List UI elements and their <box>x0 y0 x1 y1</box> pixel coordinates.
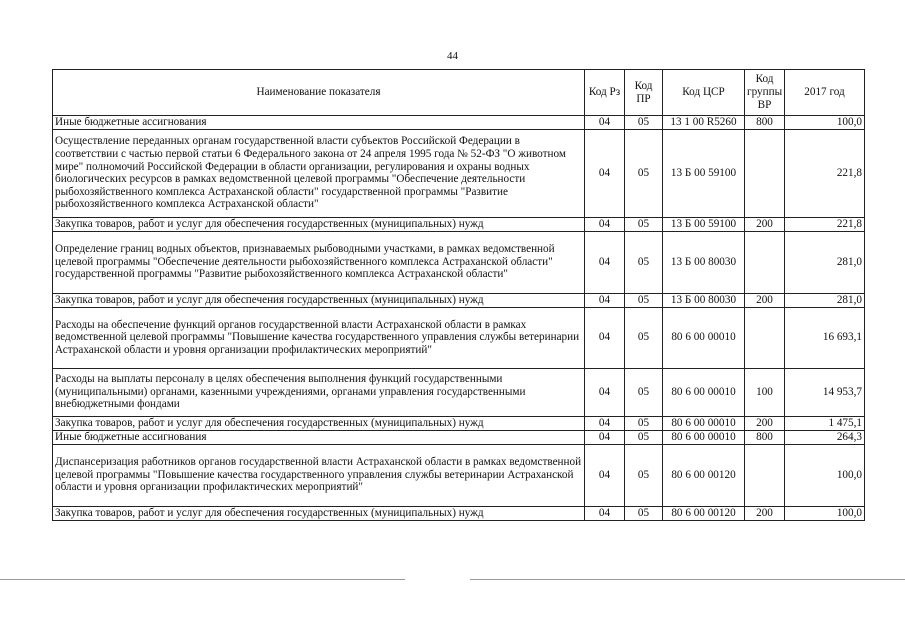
row-name: Закупка товаров, работ и услуг для обеспечения государственных (муниципальных) нужд <box>53 293 585 307</box>
row-vr <box>745 307 785 368</box>
table-row <box>53 506 865 520</box>
row-rz: 04 <box>585 293 625 307</box>
column-header-name: Наименование показателя <box>53 70 585 116</box>
column-header-pr: Код ПР <box>625 70 663 116</box>
row-rz: 04 <box>585 129 625 217</box>
row-pr: 05 <box>625 231 663 293</box>
row-pr: 05 <box>625 217 663 231</box>
row-rz: 04 <box>585 217 625 231</box>
table-row <box>53 293 865 307</box>
row-amount: 100,0 <box>785 116 865 130</box>
table-row <box>53 368 865 416</box>
row-pr: 05 <box>625 430 663 444</box>
row-vr: 100 <box>745 368 785 416</box>
row-amount: 1 475,1 <box>785 416 865 430</box>
row-amount: 100,0 <box>785 506 865 520</box>
row-pr: 05 <box>625 444 663 506</box>
row-rz: 04 <box>585 368 625 416</box>
row-rz: 04 <box>585 307 625 368</box>
row-rz: 04 <box>585 444 625 506</box>
row-name: Закупка товаров, работ и услуг для обеспечения государственных (муниципальных) нужд <box>53 416 585 430</box>
row-csr: 80 6 00 00120 <box>663 506 745 520</box>
row-csr: 13 Б 00 59100 <box>663 129 745 217</box>
row-amount: 281,0 <box>785 231 865 293</box>
table-header-row <box>53 70 865 116</box>
table-row <box>53 416 865 430</box>
row-vr: 800 <box>745 430 785 444</box>
row-amount: 264,3 <box>785 430 865 444</box>
row-name: Иные бюджетные ассигнования <box>53 116 585 130</box>
row-vr <box>745 129 785 217</box>
row-vr: 800 <box>745 116 785 130</box>
row-name: Осуществление переданных органам государственной власти субъектов Российской Федерации в соответствии с частью первой статьи 6 Федерального закона от 24 апреля 1995 года № 52-ФЗ "О животном мире" полномочий Российской Федерации в области организации, регулирования и охраны водных биологических ресурсов в рамках ведомственной целевой программы "Обеспечение деятельности рыбохозяйственного комплекса Астраханской области" государственной программы "Развитие рыбохозяйственного комплекса Астраханской области" <box>53 129 585 217</box>
row-rz: 04 <box>585 506 625 520</box>
table-row <box>53 129 865 217</box>
table-row <box>53 307 865 368</box>
footer-divider-left <box>0 579 405 580</box>
row-csr: 13 1 00 R5260 <box>663 116 745 130</box>
row-name: Расходы на выплаты персоналу в целях обеспечения выполнения функций государственными (муниципальными) органами, казенными учреждениями, органами управления государственными внебюджетными фондами <box>53 368 585 416</box>
row-csr: 80 6 00 00120 <box>663 444 745 506</box>
row-vr <box>745 231 785 293</box>
row-vr: 200 <box>745 217 785 231</box>
row-pr: 05 <box>625 416 663 430</box>
row-rz: 04 <box>585 416 625 430</box>
row-amount: 221,8 <box>785 129 865 217</box>
footer-divider-right <box>470 579 905 580</box>
row-amount: 100,0 <box>785 444 865 506</box>
row-pr: 05 <box>625 129 663 217</box>
row-csr: 13 Б 00 59100 <box>663 217 745 231</box>
row-csr: 80 6 00 00010 <box>663 368 745 416</box>
row-vr <box>745 444 785 506</box>
table-row <box>53 116 865 130</box>
table-row <box>53 217 865 231</box>
row-name: Диспансеризация работников органов государственной власти Астраханской области в рамках ведомственной целевой программы "Повышение качества государственного управления службы ветеринарии Астраханской области и уровня организации профилактических мероприятий" <box>53 444 585 506</box>
row-pr: 05 <box>625 293 663 307</box>
column-header-vr: Код группы ВР <box>745 70 785 116</box>
row-pr: 05 <box>625 307 663 368</box>
row-name: Определение границ водных объектов, признаваемых рыбоводными участками, в рамках ведомственной целевой программы "Обеспечение деятельности рыбохозяйственного комплекса Астраханской области" государственной программы "Развитие рыбохозяйственного комплекса Астраханской области" <box>53 231 585 293</box>
row-csr: 80 6 00 00010 <box>663 430 745 444</box>
row-csr: 80 6 00 00010 <box>663 307 745 368</box>
row-amount: 281,0 <box>785 293 865 307</box>
row-amount: 16 693,1 <box>785 307 865 368</box>
row-csr: 13 Б 00 80030 <box>663 293 745 307</box>
budget-table <box>52 69 865 521</box>
row-rz: 04 <box>585 231 625 293</box>
row-name: Расходы на обеспечение функций органов государственной власти Астраханской области в рамках ведомственной целевой программы "Повышение качества государственного управления службы ветеринарии Астраханской области и уровня организации профилактических мероприятий" <box>53 307 585 368</box>
column-header-rz: Код Рз <box>585 70 625 116</box>
column-header-year: 2017 год <box>785 70 865 116</box>
row-amount: 14 953,7 <box>785 368 865 416</box>
column-header-csr: Код ЦСР <box>663 70 745 116</box>
table-row <box>53 430 865 444</box>
row-name: Иные бюджетные ассигнования <box>53 430 585 444</box>
row-name: Закупка товаров, работ и услуг для обеспечения государственных (муниципальных) нужд <box>53 506 585 520</box>
row-pr: 05 <box>625 368 663 416</box>
row-pr: 05 <box>625 116 663 130</box>
row-pr: 05 <box>625 506 663 520</box>
row-vr: 200 <box>745 506 785 520</box>
table-row <box>53 231 865 293</box>
row-vr: 200 <box>745 293 785 307</box>
row-vr: 200 <box>745 416 785 430</box>
table-row <box>53 444 865 506</box>
row-name: Закупка товаров, работ и услуг для обеспечения государственных (муниципальных) нужд <box>53 217 585 231</box>
row-csr: 13 Б 00 80030 <box>663 231 745 293</box>
row-rz: 04 <box>585 116 625 130</box>
page-number: 44 <box>447 50 458 62</box>
row-amount: 221,8 <box>785 217 865 231</box>
row-csr: 80 6 00 00010 <box>663 416 745 430</box>
row-rz: 04 <box>585 430 625 444</box>
